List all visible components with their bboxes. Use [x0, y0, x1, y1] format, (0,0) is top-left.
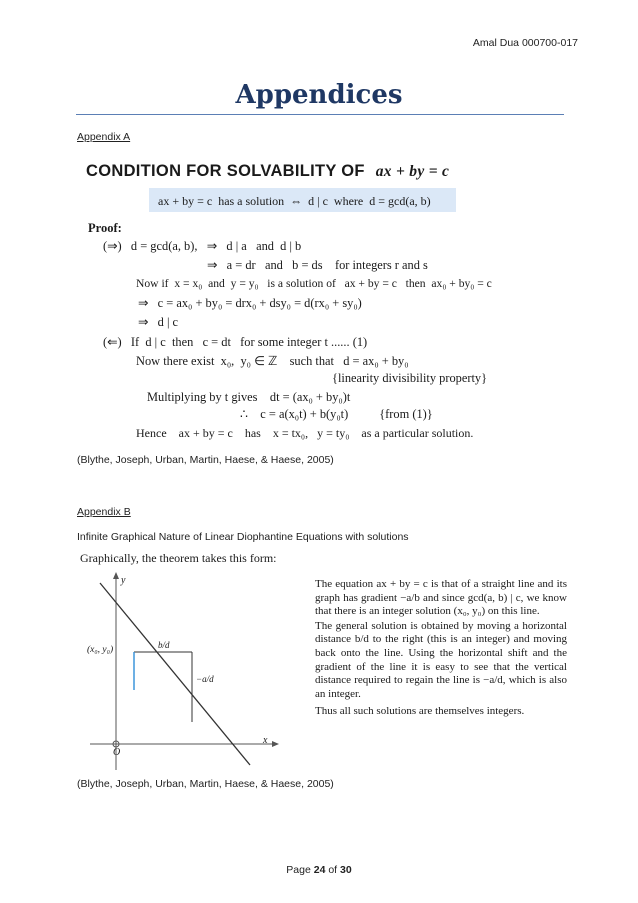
header-author: Amal Dua 000700-017: [472, 37, 578, 49]
graph-explanation: [315, 578, 567, 719]
appendix-a-citation: (Blythe, Joseph, Urban, Martin, Haese, & Haese, 2005): [77, 454, 334, 466]
footer-of: of: [328, 864, 338, 876]
explanation-paragraph-2: The general solution is obtained by moving a horizontal distance b/d to the right (this is an integer) and moving back onto the line. Using the horizontal shift and the gradient of the line it is easy to see that the vertical distance required to regain the line is −a/d, which is also an integer.: [315, 619, 567, 700]
proof-line-3: Now if x = x₀ and y = y₀ is a solution of ax + by = c then ax₀ + by₀ = c: [136, 277, 492, 290]
theorem-statement: ax + by = c has a solution ⇔ d | c where d = gcd(a, b): [158, 194, 431, 208]
explanation-paragraph-3: Thus all such solutions are themselves integers.: [315, 705, 525, 718]
explanation-paragraph-1: The equation ax + by = c is that of a straight line and its graph has gradient −a/b and since gcd(a, b) | c, we know that there is an integer solution (x₀, y₀) on this line.: [315, 578, 567, 618]
graph-run-label: b/d: [158, 640, 170, 650]
graph-point-label: (x₀, y₀): [87, 645, 114, 655]
appendix-b-subtitle: Infinite Graphical Nature of Linear Diophantine Equations with solutions: [77, 531, 409, 543]
condition-title: [86, 162, 449, 181]
proof-line-10: ∴ c = a(x₀t) + b(y₀t) {from (1)}: [240, 407, 433, 421]
appendix-a-heading: Appendix A: [77, 131, 131, 143]
footer-prefix: Page: [286, 864, 311, 876]
proof-line-1: (⇒) d = gcd(a, b), ⇒ d | a and d | b: [103, 239, 302, 253]
page-footer: [0, 864, 638, 876]
graph-y-label-text: y: [121, 575, 126, 586]
footer-current-page: 24: [313, 864, 326, 876]
title-rule: [76, 114, 564, 115]
page-title: Appendices: [235, 80, 403, 110]
diophantine-graph: [88, 570, 283, 775]
proof-line-4: ⇒ c = ax₀ + by₀ = drx₀ + dsy₀ = d(rx₀ + sy₀): [138, 296, 362, 310]
footer-total-pages: 30: [340, 864, 352, 876]
y-axis-arrow: [113, 572, 119, 579]
appendix-b-heading: Appendix B: [77, 506, 131, 518]
proof-line-2: ⇒ a = dr and b = ds for integers r and s: [207, 258, 428, 272]
appendix-b-citation: (Blythe, Joseph, Urban, Martin, Haese, & Haese, 2005): [77, 778, 334, 790]
proof-label: Proof:: [88, 221, 122, 235]
proof-line-7: Now there exist x₀, y₀ ∈ ℤ such that d = ax₀ + by₀: [136, 354, 409, 368]
proof-line-8: {linearity divisibility property}: [332, 371, 488, 385]
proof-line-5: ⇒ d | c: [138, 315, 179, 329]
graph-origin-label: O: [113, 747, 121, 758]
graph-x-label-text: x: [263, 735, 268, 746]
proof-line-11: Hence ax + by = c has x = tx₀, y = ty₀ as a particular solution.: [136, 426, 474, 440]
solution-line: [100, 583, 250, 765]
condition-title-prefix: CONDITION FOR SOLVABILITY OF: [86, 162, 365, 180]
x-axis-arrow: [272, 741, 279, 747]
proof-line-9: Multiplying by t gives dt = (ax₀ + by₀)t: [147, 390, 351, 404]
graph-rise-label: −a/d: [196, 674, 214, 684]
condition-title-math: ax + by = c: [375, 163, 450, 180]
proof-line-6: (⇐) If d | c then c = dt for some integer t ...... (1): [103, 335, 368, 349]
graph-intro: Graphically, the theorem takes this form:: [80, 551, 277, 565]
